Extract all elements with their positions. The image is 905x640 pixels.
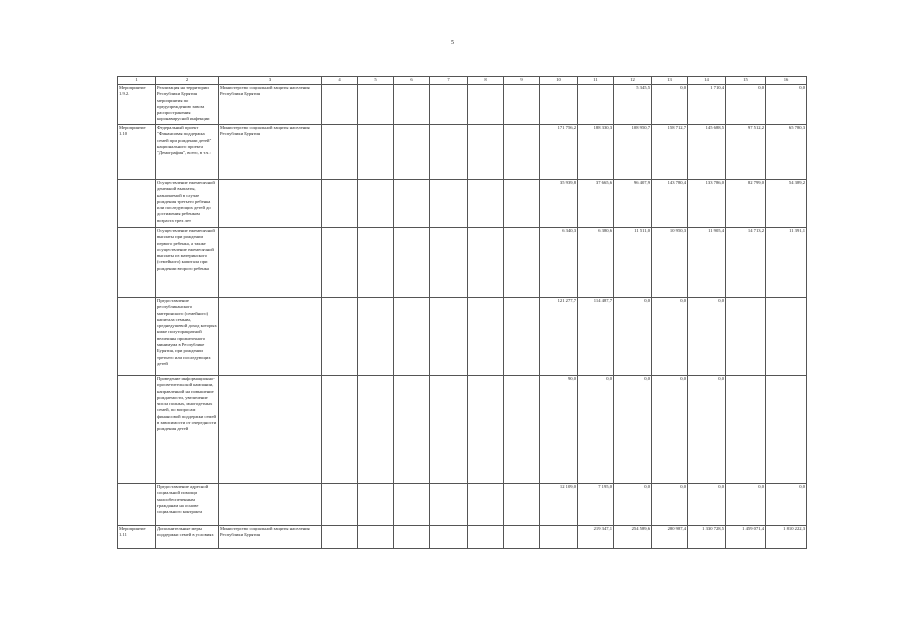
value-cell-col14 [688,180,726,228]
empty-cell [358,484,394,526]
value-cell-col13 [652,376,688,484]
value-cell-col10 [540,180,578,228]
row-executor-cell [219,484,322,526]
value-cell-col15-text: 97 512,2 [747,125,764,130]
value-cell-col16 [766,228,807,298]
value-cell-col15 [726,526,766,549]
empty-cell [504,125,540,180]
value-cell-col16-text: 65 780,3 [788,125,805,130]
value-cell-col13-text: 0,0 [680,85,686,90]
value-cell-col10 [540,228,578,298]
row-executor-cell [219,298,322,376]
value-cell-col12 [614,298,652,376]
row-name-cell [156,526,219,549]
value-cell-col12-text: 0,0 [644,376,650,381]
value-cell-col12-text: 11 511,0 [634,228,650,233]
value-cell-col13 [652,180,688,228]
row-name-cell-text: Осуществление ежемесячной выплаты при рождении первого ребенка, а также осуществление ежемесячной выплаты из материнского (семейного) капитала при рождении второго ребенка [157,228,215,271]
value-cell-col12 [614,526,652,549]
table-row [118,85,807,125]
value-cell-col16-text: 1 810 222,3 [783,526,805,531]
empty-cell [468,484,504,526]
row-name-cell-text: Предоставление республиканского материнского (семейного) капитала семьям, среднедушевой доход которых ниже полуторакратной величины прожиточного минимума в Республике Бурятия, при рождении третьего или последующих детей [157,298,217,366]
value-cell-col13 [652,125,688,180]
value-cell-col13-text: 0,0 [680,376,686,381]
column-header: 8 [468,77,504,85]
empty-cell [358,228,394,298]
value-cell-col10 [540,484,578,526]
value-cell-col10 [540,85,578,125]
value-cell-col10-text: 12 109,0 [559,484,576,489]
value-cell-col13 [652,484,688,526]
empty-cell [504,85,540,125]
value-cell-col16-text: 11 391,1 [789,228,805,233]
column-header: 4 [322,77,358,85]
budget-table [117,76,807,549]
value-cell-col15 [726,298,766,376]
column-header: 3 [219,77,322,85]
value-cell-col10 [540,125,578,180]
empty-cell [394,484,430,526]
empty-cell [504,228,540,298]
empty-cell [358,298,394,376]
table-row [118,228,807,298]
value-cell-col13-text: 280 987,4 [667,526,686,531]
value-cell-col13-text: 10 950,3 [669,228,686,233]
value-cell-col13 [652,85,688,125]
value-cell-col16 [766,180,807,228]
row-name-cell [156,298,219,376]
row-executor-cell [219,85,322,125]
value-cell-col12 [614,484,652,526]
table-row [118,125,807,180]
empty-cell [468,526,504,549]
value-cell-col12-text: 254 589,6 [631,526,650,531]
row-executor-cell [219,526,322,549]
table-row [118,376,807,484]
value-cell-col10-text: 121 277,7 [557,298,576,303]
empty-cell [394,526,430,549]
empty-cell [358,526,394,549]
value-cell-col16 [766,85,807,125]
value-cell-col11 [578,526,614,549]
value-cell-col14-text: 0,0 [718,376,724,381]
value-cell-col14-text: 1 330 728,5 [702,526,724,531]
row-code-cell [118,228,156,298]
column-header: 5 [358,77,394,85]
value-cell-col15-text: 0,0 [758,85,764,90]
row-executor-cell-text: Министерство социальной защиты населения Республики Бурятия [220,125,310,137]
empty-cell [430,376,468,484]
value-cell-col14 [688,125,726,180]
row-code-cell [118,85,156,125]
column-header: 16 [766,77,807,85]
empty-cell [322,484,358,526]
value-cell-col12-text: 108 950,7 [631,125,650,130]
empty-cell [468,228,504,298]
value-cell-col12-text: 0,0 [644,298,650,303]
page-number: 5 [451,40,454,46]
value-cell-col14-text: 11 905,4 [708,228,724,233]
value-cell-col16 [766,298,807,376]
empty-cell [430,298,468,376]
row-executor-cell [219,125,322,180]
row-name-cell-text: Предоставление адресной социальной помощи малообеспеченным гражданам на основе социального контракта [157,484,209,515]
empty-cell [430,484,468,526]
row-executor-cell-text: Министерство социальной защиты населения Республики Бурятия [220,85,310,97]
row-name-cell-text: Реализация на территории Республики Бурятия мероприятия по предупреждению завоза распространения коронавирусной инфекции [157,85,210,122]
empty-cell [322,298,358,376]
value-cell-col16-text: 0,0 [799,484,805,489]
row-name-cell-text: Федеральный проект "Финансовая поддержка семей при рождении детей" национального проекта "Демография", всего, в т.ч.: [157,125,212,156]
row-name-cell [156,484,219,526]
value-cell-col10-text: 90,0 [567,376,576,381]
empty-cell [468,376,504,484]
empty-cell [322,526,358,549]
empty-cell [504,376,540,484]
value-cell-col11-text: 188 330,3 [593,125,612,130]
empty-cell [468,298,504,376]
value-cell-col12 [614,228,652,298]
empty-cell [504,298,540,376]
empty-cell [322,180,358,228]
value-cell-col10 [540,298,578,376]
column-header: 11 [578,77,614,85]
value-cell-col14 [688,526,726,549]
value-cell-col12 [614,376,652,484]
value-cell-col14-text: 133 786,0 [705,180,724,185]
value-cell-col15-text: 82 799,0 [747,180,764,185]
table-row [118,484,807,526]
value-cell-col15 [726,85,766,125]
value-cell-col16 [766,526,807,549]
empty-cell [468,180,504,228]
value-cell-col10 [540,526,578,549]
table-body [118,77,807,549]
empty-cell [322,376,358,484]
empty-cell [430,526,468,549]
value-cell-col11 [578,85,614,125]
empty-cell [504,526,540,549]
empty-cell [468,125,504,180]
table-row [118,298,807,376]
row-executor-cell-text: Министерство социальной защиты населения Республики Бурятия [220,526,310,538]
column-header: 7 [430,77,468,85]
empty-cell [394,298,430,376]
value-cell-col12-text: 5 345,5 [636,85,650,90]
empty-cell [358,180,394,228]
value-cell-col15-text: 1 459 071,4 [742,526,764,531]
value-cell-col13-text: 0,0 [680,298,686,303]
value-cell-col13-text: 0,0 [680,484,686,489]
empty-cell [358,125,394,180]
value-cell-col14-text: 1 710,4 [710,85,724,90]
value-cell-col12-text: 0,0 [644,484,650,489]
value-cell-col15 [726,125,766,180]
empty-cell [394,180,430,228]
row-name-cell-text: Дополнительные меры поддержки семей в условиях [157,526,214,538]
value-cell-col10 [540,376,578,484]
value-cell-col10-text: 171 756,2 [557,125,576,130]
value-cell-col11 [578,180,614,228]
column-header: 13 [652,77,688,85]
value-cell-col16 [766,376,807,484]
value-cell-col11-text: 7 195,0 [598,484,612,489]
value-cell-col11 [578,376,614,484]
value-cell-col16 [766,484,807,526]
value-cell-col14 [688,228,726,298]
value-cell-col14 [688,85,726,125]
row-code-cell [118,376,156,484]
value-cell-col16-text: 0,0 [799,85,805,90]
value-cell-col15 [726,228,766,298]
value-cell-col15-text: 0,0 [758,484,764,489]
empty-cell [322,228,358,298]
row-name-cell [156,228,219,298]
value-cell-col14-text: 145 688,5 [705,125,724,130]
row-code-cell [118,125,156,180]
empty-cell [322,125,358,180]
empty-cell [394,85,430,125]
row-code-cell [118,298,156,376]
row-code-cell-text: Мероприятие 1.11 [119,526,146,538]
value-cell-col13 [652,526,688,549]
row-code-cell [118,484,156,526]
value-cell-col11 [578,228,614,298]
column-header: 15 [726,77,766,85]
row-name-cell-text: Осуществление ежемесячной денежной выплаты, назначаемой в случае рождения третьего ребенка или последующих детей до достижения ребенком возраста трех лет [157,180,215,223]
column-header: 6 [394,77,430,85]
value-cell-col16-text: 54 389,2 [788,180,805,185]
table-header-row [118,77,807,85]
value-cell-col10-text: 6 340,3 [562,228,576,233]
row-name-cell [156,85,219,125]
value-cell-col13-text: 143 780,4 [667,180,686,185]
value-cell-col15 [726,484,766,526]
empty-cell [504,484,540,526]
value-cell-col10-text: 35 939,8 [559,180,576,185]
empty-cell [430,228,468,298]
empty-cell [394,125,430,180]
value-cell-col14-text: 0,0 [718,298,724,303]
row-name-cell [156,180,219,228]
row-name-cell-text: Проведение информационно-просветительской кампании, направленной на повышение рождаемости, увеличение числа полных, многодетных семей, по вопросам финансовой поддержки семей в зависимости от очередности рождения детей [157,376,217,432]
empty-cell [430,125,468,180]
value-cell-col11-text: 0,0 [606,376,612,381]
value-cell-col11-text: 219 347,1 [593,526,612,531]
value-cell-col11 [578,298,614,376]
value-cell-col14 [688,298,726,376]
value-cell-col11 [578,484,614,526]
table-row [118,180,807,228]
value-cell-col14 [688,376,726,484]
value-cell-col13 [652,228,688,298]
empty-cell [358,85,394,125]
value-cell-col11-text: 114 487,7 [593,298,612,303]
row-code-cell-text: Мероприятие 1.10 [119,125,146,137]
empty-cell [394,228,430,298]
value-cell-col11-text: 37 665,6 [595,180,612,185]
value-cell-col15 [726,376,766,484]
value-cell-col11-text: 6 380,6 [598,228,612,233]
column-header: 1 [118,77,156,85]
table-row [118,526,807,549]
column-header: 10 [540,77,578,85]
value-cell-col14-text: 0,0 [718,484,724,489]
row-code-cell [118,180,156,228]
value-cell-col13 [652,298,688,376]
empty-cell [430,180,468,228]
value-cell-col16 [766,125,807,180]
value-cell-col15 [726,180,766,228]
value-cell-col12 [614,125,652,180]
row-name-cell [156,376,219,484]
row-code-cell [118,526,156,549]
value-cell-col11 [578,125,614,180]
empty-cell [430,85,468,125]
value-cell-col14 [688,484,726,526]
empty-cell [322,85,358,125]
row-name-cell [156,125,219,180]
value-cell-col12 [614,85,652,125]
value-cell-col12 [614,180,652,228]
column-header: 2 [156,77,219,85]
empty-cell [394,376,430,484]
row-code-cell-text: Мероприятие 1.9.2. [119,85,146,97]
value-cell-col12-text: 96 407,9 [633,180,650,185]
empty-cell [504,180,540,228]
row-executor-cell [219,376,322,484]
column-header: 9 [504,77,540,85]
empty-cell [358,376,394,484]
row-executor-cell [219,228,322,298]
value-cell-col13-text: 158 712,7 [667,125,686,130]
value-cell-col15-text: 14 713,2 [747,228,764,233]
row-executor-cell [219,180,322,228]
column-header: 14 [688,77,726,85]
column-header: 12 [614,77,652,85]
empty-cell [468,85,504,125]
